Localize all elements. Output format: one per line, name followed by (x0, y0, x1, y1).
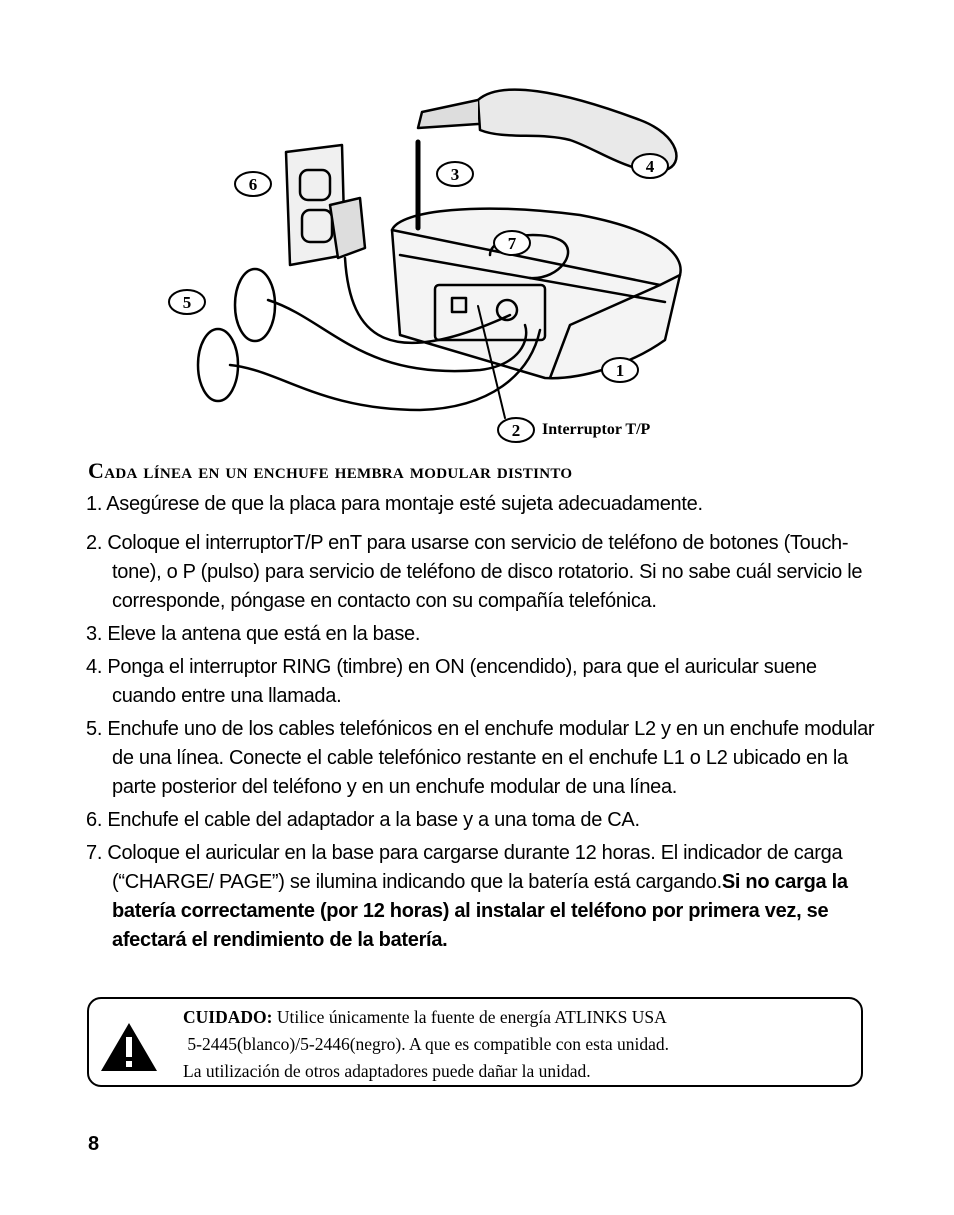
phone-setup-illustration (160, 80, 700, 450)
instruction-list (86, 490, 876, 959)
switch-label: Interruptor T/P (542, 421, 651, 438)
caution-line-1: Utilice únicamente la fuente de energía ATLINKS USA (276, 1007, 667, 1027)
step-2: 2. Coloque el interruptorT/P enT para usarse con servicio de teléfono de botones (Touch-tone), o P (pulso) para servicio de teléfono de disco rotatorio. Si no sabe cuál servicio le corresponde, póngase en contacto con su compañía telefónica. (86, 532, 863, 612)
step-3: 3. Eleve la antena que está en la base. (86, 623, 421, 645)
step-6: 6. Enchufe el cable del adaptador a la base y a una toma de CA. (86, 809, 640, 831)
caution-text (183, 1004, 853, 1085)
step-5: 5. Enchufe uno de los cables telefónicos en el enchufe modular L2 y en un enchufe modular de una línea. Conecte el cable telefónico restante en el enchufe L1 o L2 ubicado en la parte posterior del teléfono y en un enchufe modular de una línea. (86, 718, 875, 798)
callout-2: 2 (511, 421, 521, 440)
step-7-warning: Si no carga la batería correctamente (por 12 horas) al instalar el teléfono por primera vez, se afectará el rendimiento de la batería. (112, 871, 848, 951)
step-1: 1. Asegúrese de que la placa para montaje esté sujeta adecuadamente. (86, 493, 703, 515)
callout-1: 1 (615, 361, 625, 380)
page-number: 8 (88, 1133, 100, 1155)
warning-icon (99, 1021, 159, 1073)
caution-line-2: 5-2445(blanco)/5-2446(negro). A que es compatible con esta unidad. (187, 1034, 669, 1054)
caution-label: CUIDADO: (183, 1007, 273, 1027)
step-7 (86, 839, 876, 955)
caution-box (87, 997, 863, 1087)
callout-4: 4 (645, 157, 655, 176)
step-4: 4. Ponga el interruptor RING (timbre) en ON (encendido), para que el auricular suene cuando entre una llamada. (86, 656, 817, 707)
callout-5: 5 (182, 293, 192, 312)
callout-6: 6 (248, 175, 258, 194)
callout-7: 7 (507, 234, 517, 253)
callout-3: 3 (450, 165, 460, 184)
caution-line-3: La utilización de otros adaptadores puede dañar la unidad. (183, 1061, 591, 1081)
section-heading: Cada línea en un enchufe hembra modular distinto (88, 458, 573, 483)
step-7-text: 7. Coloque el auricular en la base para cargarse durante 12 horas. El indicador de carga (“CHARGE/ PAGE”) se ilumina indicando que la batería está cargando. (86, 842, 843, 893)
wall-jack-1 (235, 269, 275, 341)
